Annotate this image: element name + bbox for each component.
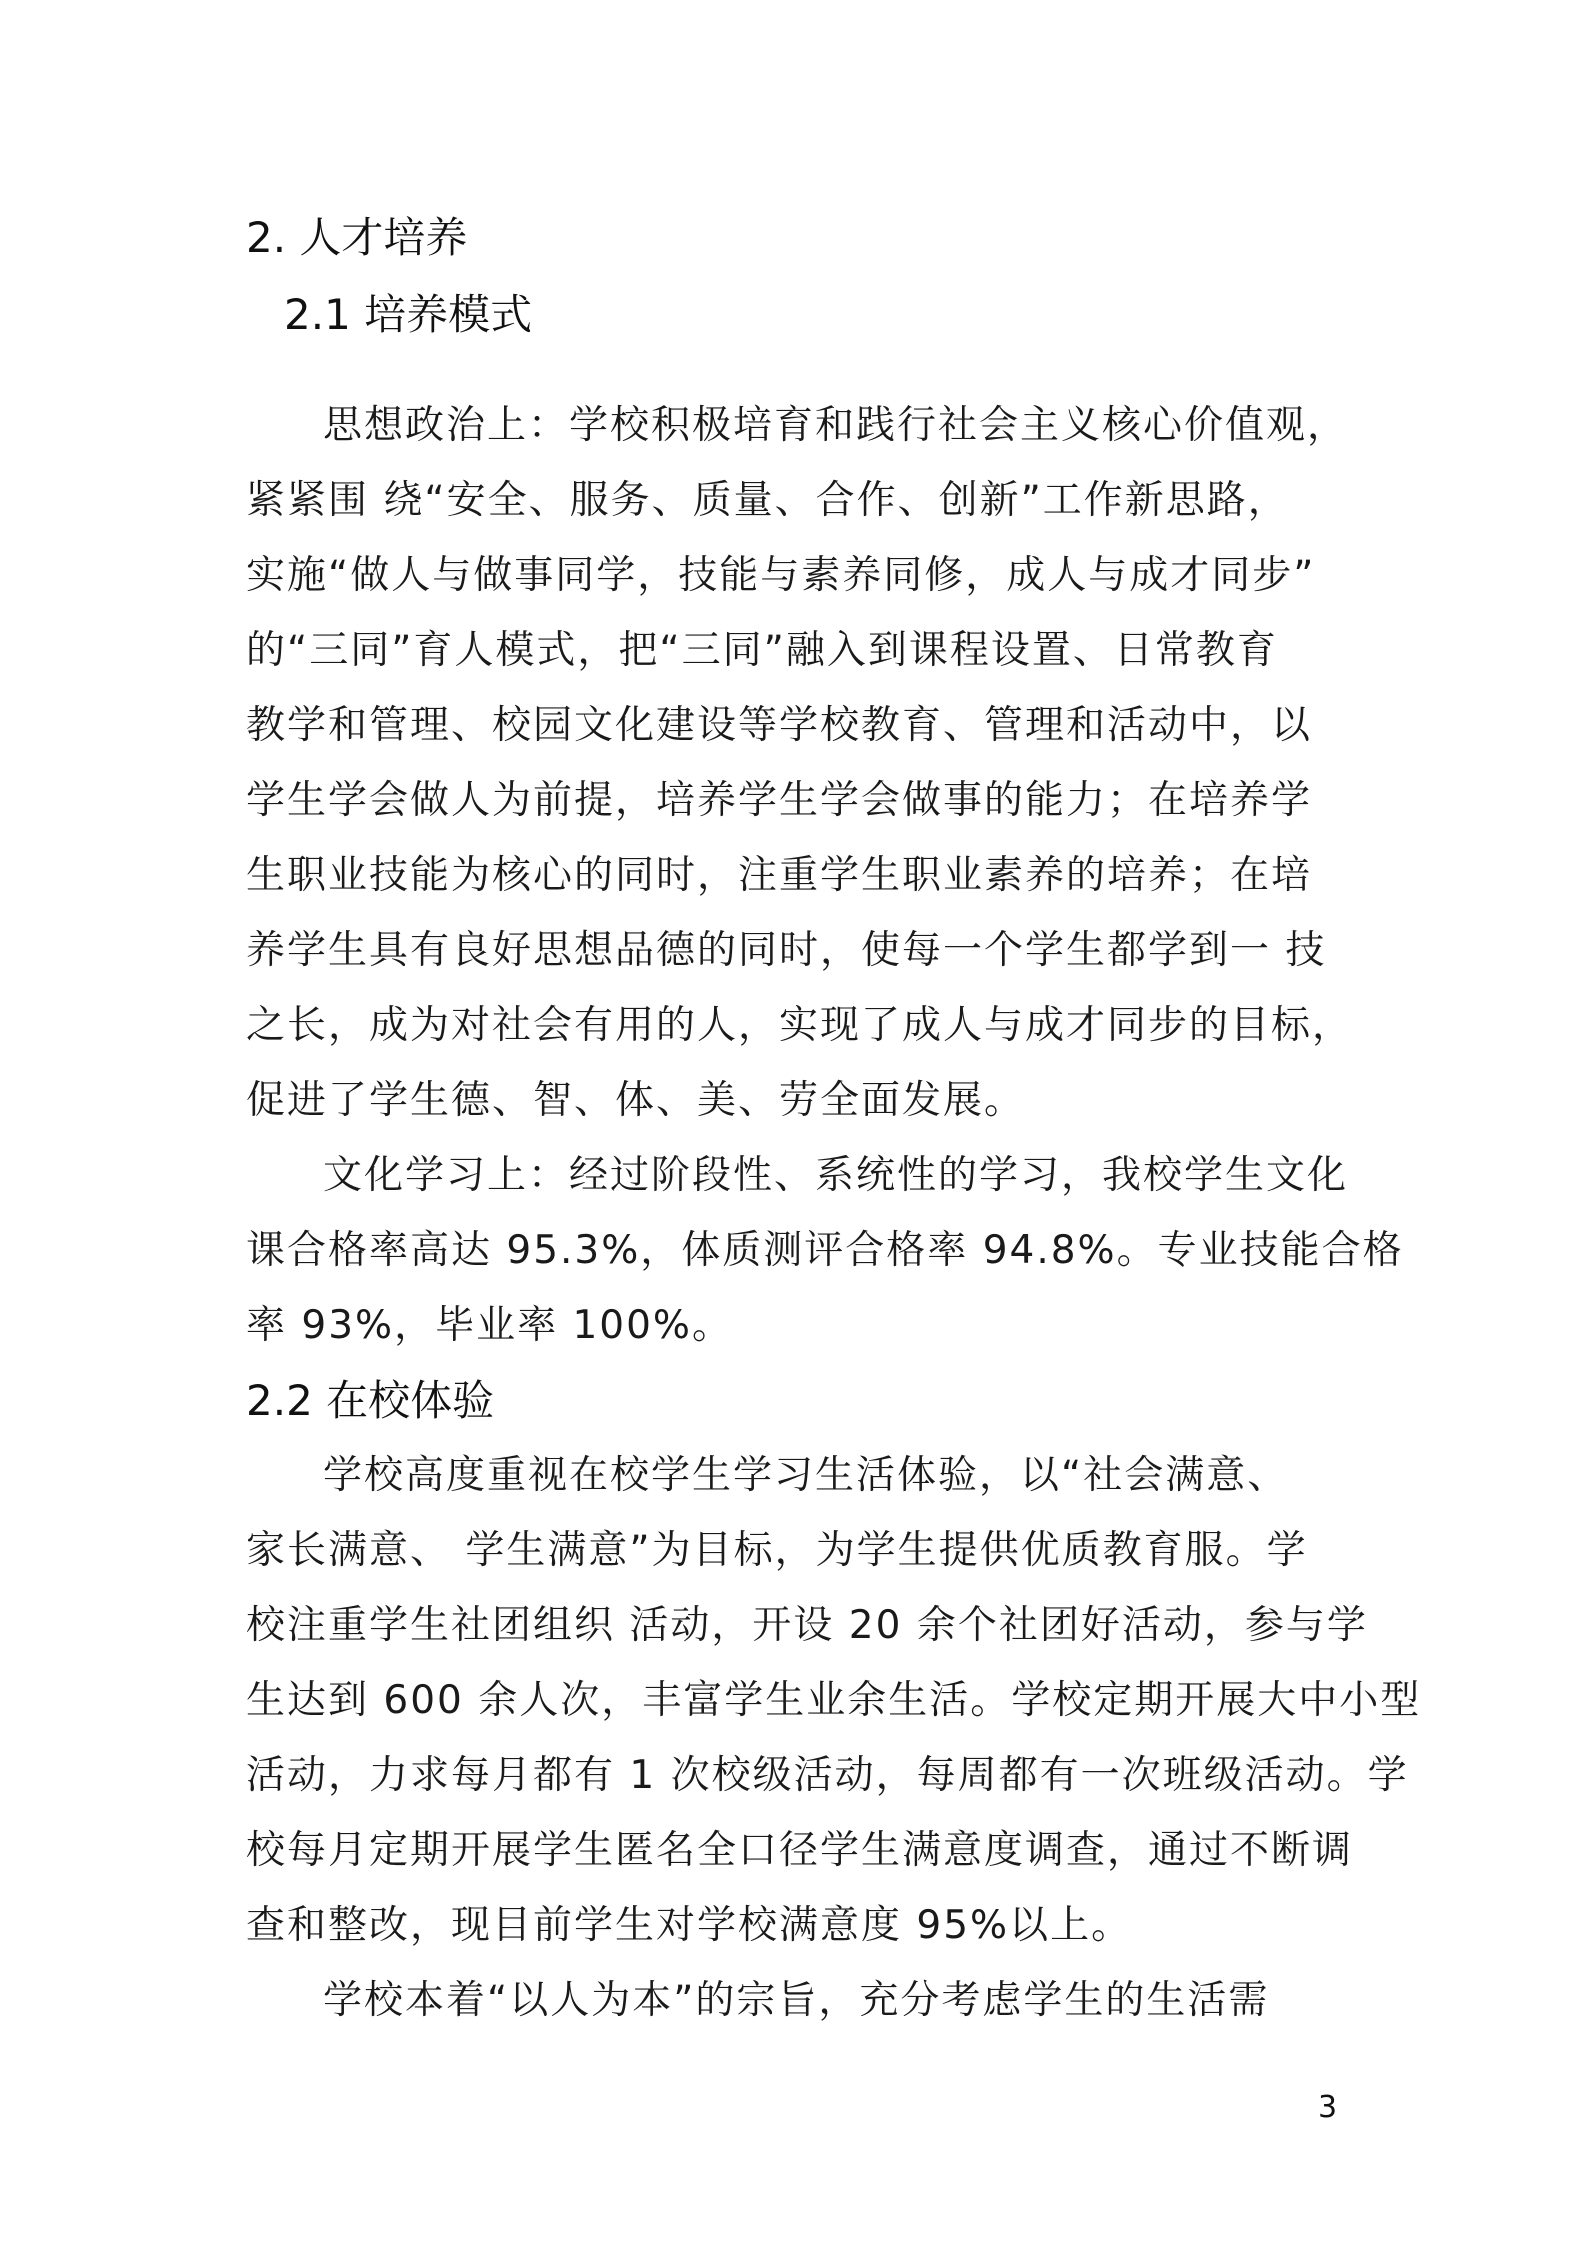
paragraph-line: 查和整改，现目前学生对学校满意度 95%以上。 <box>246 1903 1133 1948</box>
paragraph-line: 实施“做人与做事同学，技能与素养同修，成人与成才同步” <box>246 553 1316 598</box>
paragraph-line: 生职业技能为核心的同时，注重学生职业素养的培养；在培 <box>246 853 1313 898</box>
page-number: 3 <box>1318 2090 1338 2125</box>
paragraph-line: 校每月定期开展学生匿名全口径学生满意度调查，通过不断调 <box>246 1828 1354 1873</box>
section-heading-2-2: 2.2 在校体验 <box>246 1376 495 1425</box>
paragraph-line: 校注重学生社团组织 活动，开设 20 余个社团好活动，参与学 <box>246 1603 1368 1648</box>
paragraph-line: 生达到 600 余人次，丰富学生业余生活。学校定期开展大中小型 <box>246 1678 1422 1723</box>
paragraph-line: 的“三同”育人模式，把“三同”融入到课程设置、日常教育 <box>246 628 1278 673</box>
paragraph-line: 思想政治上：学校积极培育和践行社会主义核心价值观， <box>323 403 1349 448</box>
paragraph-line: 养学生具有良好思想品德的同时，使每一个学生都学到一 技 <box>246 928 1327 973</box>
paragraph-line: 率 93%，毕业率 100%。 <box>246 1303 733 1348</box>
section-heading-2-1: 2.1 培养模式 <box>284 290 533 339</box>
section-heading-2: 2. 人才培养 <box>246 213 468 262</box>
paragraph-line: 学校高度重视在校学生学习生活体验，以“社会满意、 <box>323 1453 1289 1498</box>
paragraph-line: 之长，成为对社会有用的人，实现了成人与成才同步的目标， <box>246 1003 1354 1048</box>
paragraph-line: 学生学会做人为前提，培养学生学会做事的能力；在培养学 <box>246 778 1313 823</box>
paragraph-line: 学校本着“以人为本”的宗旨，充分考虑学生的生活需 <box>323 1978 1270 2023</box>
paragraph-line: 教学和管理、校园文化建设等学校教育、管理和活动中，以 <box>246 703 1313 748</box>
paragraph-line: 促进了学生德、智、体、美、劳全面发展。 <box>246 1078 1026 1123</box>
paragraph-line: 活动，力求每月都有 1 次校级活动，每周都有一次班级活动。学 <box>246 1753 1409 1798</box>
paragraph-line: 课合格率高达 95.3%，体质测评合格率 94.8%。专业技能合格 <box>246 1228 1404 1273</box>
paragraph-line: 文化学习上：经过阶段性、系统性的学习，我校学生文化 <box>323 1153 1349 1198</box>
paragraph-line: 家长满意、 学生满意”为目标，为学生提供优质教育服。学 <box>246 1528 1308 1573</box>
paragraph-line: 紧紧围 绕“安全、服务、质量、合作、创新”工作新思路， <box>246 478 1289 523</box>
